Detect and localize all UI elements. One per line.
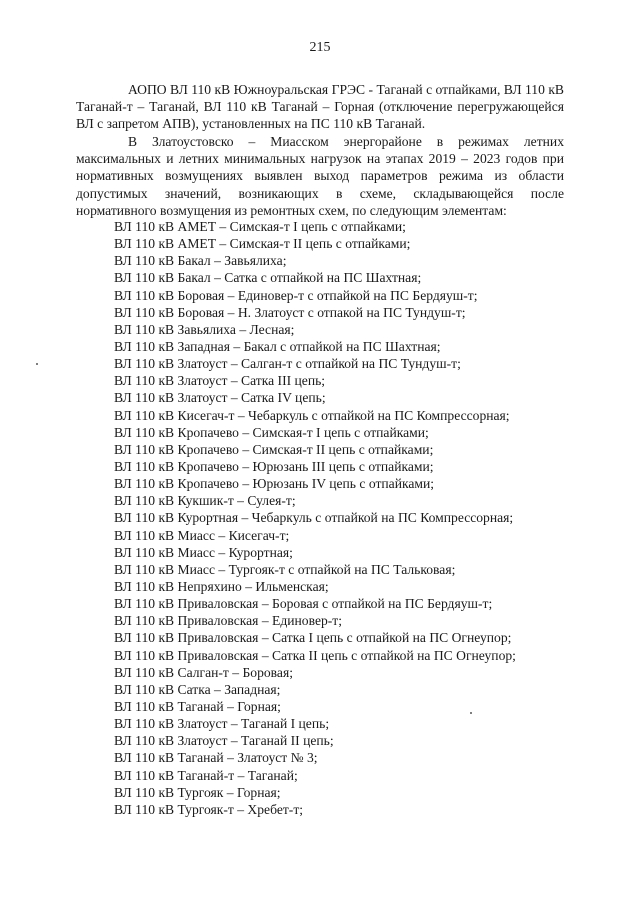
list-item: ВЛ 110 кВ АМЕТ – Симская-т II цепь с отпайками;: [114, 236, 411, 252]
list-item: ВЛ 110 кВ Салган-т – Боровая;: [114, 664, 293, 680]
list-item: ВЛ 110 кВ Боровая – Н. Златоуст с отпакой на ПС Тундуш-т;: [114, 304, 466, 320]
list-item: ВЛ 110 кВ Златоуст – Таганай I цепь;: [114, 716, 330, 732]
list-item: ВЛ 110 кВ Златоуст – Сатка III цепь;: [114, 373, 326, 389]
list-item: ВЛ 110 кВ Таганай – Горная;: [114, 698, 281, 714]
paragraph-apo: АОПО ВЛ 110 кВ Южноуральская ГРЭС - Таганай с отпайками, ВЛ 110 кВ Таганай-т – Таганай, ВЛ 110 кВ Таганай – Горная (отключение перегружающейся ВЛ с запретом АПВ), установленных на ПС 110 кВ Таганай.: [76, 82, 564, 132]
paragraph-energy-district: В Златоустовско – Миасском энергорайоне в режимах летних максимальных и летних минимальных нагрузок на этапах 2019 – 2023 годов при нормативных возмущениях выявлен выход параметров режима из области допустимых значений, возникающих в схеме, складывающейся после нормативного возмущения из ремонтных схем, по следующим элементам:: [76, 134, 564, 218]
power-line-list: [114, 218, 516, 818]
list-item: ВЛ 110 кВ Таганай-т – Таганай;: [114, 767, 298, 783]
scan-speck: [470, 712, 472, 714]
list-item: ВЛ 110 кВ Миасс – Кисегач-т;: [114, 527, 290, 543]
list-item: ВЛ 110 кВ Миасс – Тургояк-т с отпайкой на ПС Тальковая;: [114, 561, 456, 577]
list-item: ВЛ 110 кВ Златоуст – Сатка IV цепь;: [114, 390, 326, 406]
list-item: ВЛ 110 кВ Кропачево – Юрюзань III цепь с отпайками;: [114, 458, 434, 474]
list-item: ВЛ 110 кВ Приваловская – Единовер-т;: [114, 613, 343, 629]
list-item: ВЛ 110 кВ Кропачево – Симская-т I цепь с отпайками;: [114, 424, 429, 440]
list-item: ВЛ 110 кВ Курортная – Чебаркуль с отпайкой на ПС Компрессорная;: [114, 510, 514, 526]
scan-speck: [36, 363, 38, 365]
list-item: ВЛ 110 кВ Златоуст – Салган-т с отпайкой на ПС Тундуш-т;: [114, 356, 461, 372]
list-item: ВЛ 110 кВ Кропачево – Симская-т II цепь с отпайками;: [114, 441, 434, 457]
list-item: ВЛ 110 кВ Западная – Бакал с отпайкой на ПС Шахтная;: [114, 338, 441, 354]
list-item: ВЛ 110 кВ Непряхино – Ильменская;: [114, 578, 329, 594]
list-item: ВЛ 110 кВ Бакал – Сатка с отпайкой на ПС Шахтная;: [114, 270, 422, 286]
list-item: ВЛ 110 кВ Приваловская – Сатка I цепь с отпайкой на ПС Огнеупор;: [114, 630, 512, 646]
list-item: ВЛ 110 кВ Тургояк – Горная;: [114, 784, 281, 800]
list-item: ВЛ 110 кВ Приваловская – Боровая с отпайкой на ПС Бердяуш-т;: [114, 596, 493, 612]
list-item: ВЛ 110 кВ АМЕТ – Симская-т I цепь с отпайками;: [114, 219, 406, 234]
list-item: ВЛ 110 кВ Таганай – Златоуст № 3;: [114, 750, 318, 766]
list-item: ВЛ 110 кВ Приваловская – Сатка II цепь с отпайкой на ПС Огнеупор;: [114, 647, 516, 663]
list-item: ВЛ 110 кВ Кукшик-т – Сулея-т;: [114, 493, 296, 509]
list-item: ВЛ 110 кВ Сатка – Западная;: [114, 681, 281, 697]
list-item: ВЛ 110 кВ Завьялиха – Лесная;: [114, 321, 295, 337]
list-item: ВЛ 110 кВ Миасс – Курортная;: [114, 544, 293, 560]
list-item: ВЛ 110 кВ Тургояк-т – Хребет-т;: [114, 801, 304, 817]
list-item: ВЛ 110 кВ Кропачево – Юрюзань IV цепь с отпайками;: [114, 476, 435, 492]
list-item: ВЛ 110 кВ Боровая – Единовер-т с отпайкой на ПС Бердяуш-т;: [114, 287, 478, 303]
list-item: ВЛ 110 кВ Кисегач-т – Чебаркуль с отпайкой на ПС Компрессорная;: [114, 407, 510, 423]
list-item: ВЛ 110 кВ Бакал – Завьялиха;: [114, 253, 287, 269]
page-number: 215: [309, 40, 331, 55]
list-item: ВЛ 110 кВ Златоуст – Таганай II цепь;: [114, 733, 334, 749]
